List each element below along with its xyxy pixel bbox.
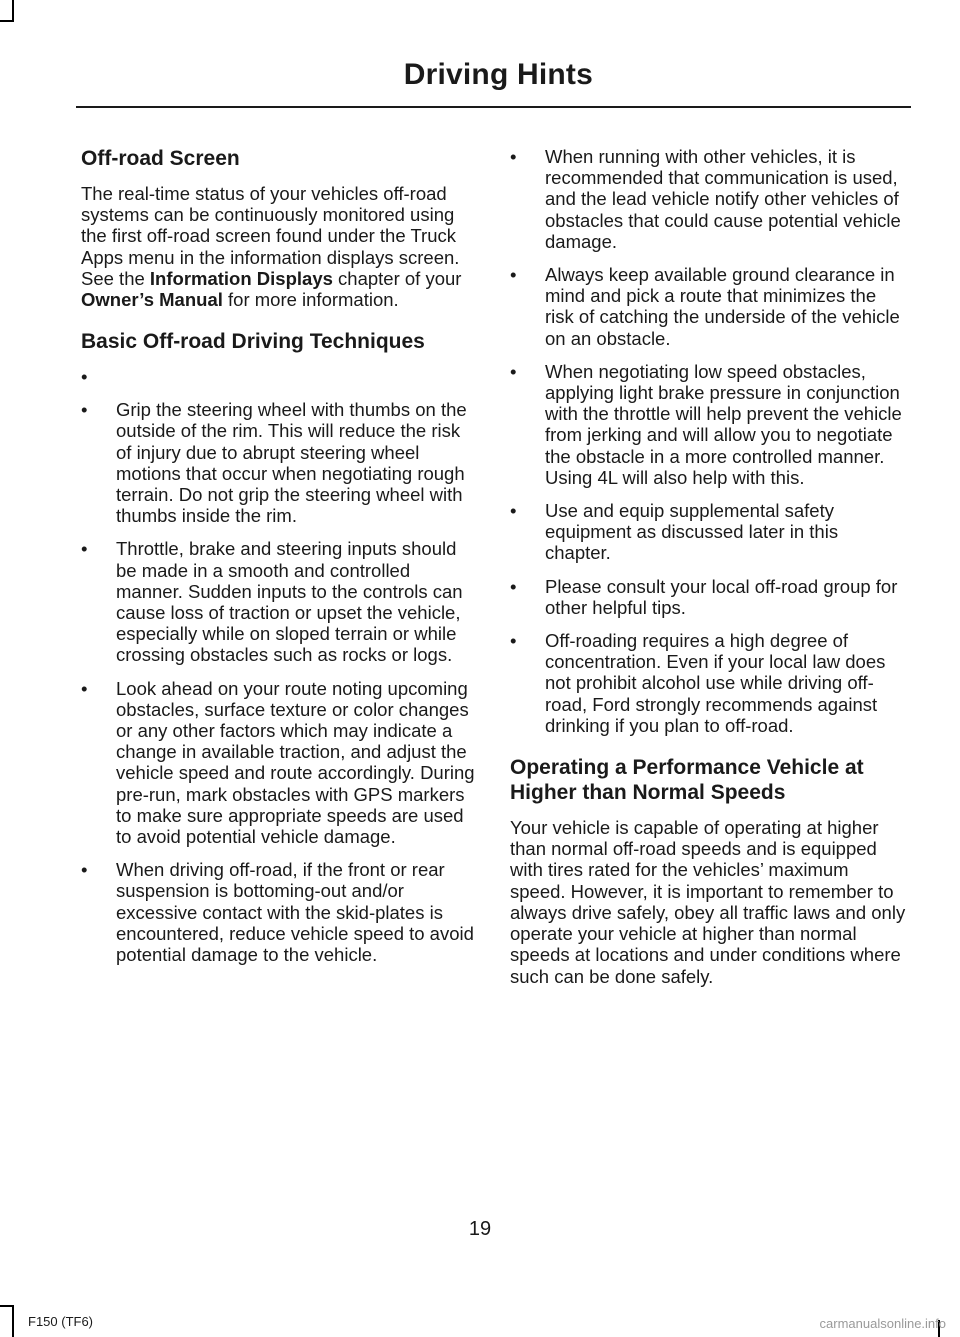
- bullet: •: [510, 146, 517, 167]
- crop-mark-top-left-h: [0, 20, 14, 22]
- bullet: •: [81, 366, 88, 388]
- bullet: •: [510, 500, 517, 522]
- off-road-screen-paragraph: [81, 183, 478, 310]
- bullet: •: [81, 677, 88, 699]
- page-number: 19: [468, 1218, 492, 1240]
- list-item: • Grip the steering wheel with thumbs on the outside of the rim. This will reduce the risk of injury due to abrupt steering wheel motions that occur when negotiating rough terrain. Do not grip the steering wheel with thumbs inside the rim.: [81, 399, 467, 527]
- paragraph-text: for more information.: [222, 289, 399, 311]
- bullet: •: [81, 538, 88, 560]
- reference-owners-manual: Owner’s Manual: [81, 289, 223, 311]
- bullet: •: [510, 264, 517, 286]
- list-item: • When negotiating low speed obstacles, applying light brake pressure in conjunction with the throttle will help prevent the vehicle from jerking and will allow you to negotiate the obstacle in a more controlled manner. Using 4L will also help with this.: [510, 360, 902, 488]
- left-column: [81, 146, 478, 965]
- section-heading-off-road-screen: Off-road Screen: [81, 147, 240, 170]
- list-item: • When running with other vehicles, it is recommended that communication is used, and the lead vehicle notify other vehicles of obstacles that could cause potential vehicle damage.: [510, 146, 901, 252]
- crop-mark-top-left-v: [12, 0, 14, 20]
- bullet: •: [81, 859, 88, 881]
- list-item: • Off-roading requires a high degree of concentration. Even if your local law does not prohibit alcohol use while driving off-road, Ford strongly recommends against drinking if you plan to off-road.: [510, 630, 886, 736]
- list-item: • Look ahead on your route noting upcoming obstacles, surface texture or color changes or any other factors which may indicate a change in available traction, and adjust the vehicle speed and route accordingly. During pre-run, mark obstacles with GPS markers to make sure appropriate speeds are used to avoid potential vehicle damage.: [81, 677, 475, 848]
- page-header-title: Driving Hints: [403, 58, 593, 91]
- crop-mark-bottom-left-h: [0, 1305, 14, 1307]
- paragraph-text: chapter of your: [332, 267, 462, 289]
- list-item: • Use and equip supplemental safety equipment as discussed later in this chapter.: [510, 500, 839, 564]
- list-item: • Please consult your local off-road group for other helpful tips.: [510, 575, 898, 618]
- list-item: • Always keep available ground clearance in mind and pick a route that minimizes the risk of catching the underside of the vehicle on an obstacle.: [510, 264, 900, 349]
- crop-mark-bottom-left-v: [12, 1305, 14, 1337]
- watermark: carmanualsonline.info: [819, 1316, 946, 1331]
- header-divider: [76, 106, 911, 108]
- list-item: [81, 366, 478, 387]
- section-heading-performance-vehicle: Operating a Performance Vehicle at Higher than Normal Speeds: [510, 756, 864, 805]
- bullet: •: [510, 360, 517, 382]
- paragraph-text: The real-time status of your vehicles off-road systems can be continuously monitored using the first off-road screen found under the Truck Apps menu in the information displays screen. See the: [81, 183, 460, 289]
- bullet: •: [510, 630, 517, 652]
- section-heading-basic-techniques: Basic Off-road Driving Techniques: [81, 330, 425, 354]
- list-item: • When driving off-road, if the front or rear suspension is bottoming-out and/or excessive contact with the skid-plates is encountered, reduce vehicle speed to avoid potential damage to the vehicle.: [81, 859, 474, 966]
- bullet: •: [81, 399, 88, 421]
- list-item: • Throttle, brake and steering inputs should be made in a smooth and controlled manner. Sudden inputs to the controls can cause loss of traction or upset the vehicle, especially while on sloped terrain or while crossing obstacles such as rocks or logs.: [81, 538, 463, 666]
- bullet: •: [510, 575, 517, 597]
- model-code: F150 (TF6): [28, 1314, 94, 1329]
- techniques-list-continued: [510, 146, 907, 736]
- techniques-list: [81, 366, 478, 965]
- right-column: [510, 146, 907, 987]
- reference-information-displays: Information Displays: [149, 267, 333, 289]
- performance-vehicle-paragraph: Your vehicle is capable of operating at higher than normal off-road speeds and is equipped with tires rated for the vehicles’ maximum speed. However, it is important to remember to always drive safely, obey all traffic laws and only operate your vehicle at higher than normal speeds at locations and under conditions where such can be done safely.: [510, 817, 906, 987]
